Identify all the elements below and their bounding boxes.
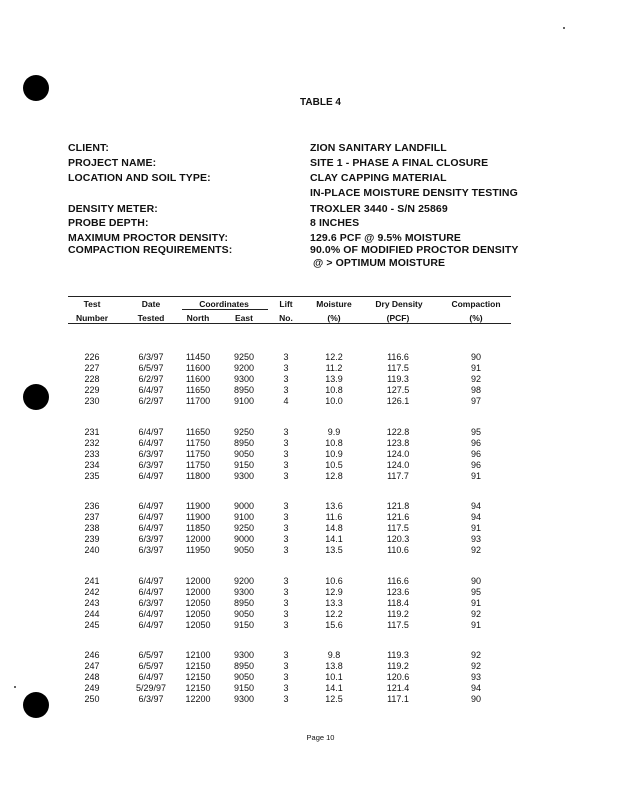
- header-date: Date: [141, 299, 161, 309]
- test-number-cell: 231: [84, 426, 100, 437]
- dry-density-cell: 123.8: [386, 437, 410, 448]
- date-tested-cell: 6/3/97: [138, 534, 164, 545]
- east-coordinate-cell: 9250: [233, 352, 255, 362]
- date-tested-cell: 6/4/97: [138, 619, 164, 630]
- date-tested-cell: 6/4/97: [138, 586, 164, 597]
- header-east: East: [235, 313, 253, 323]
- north-coordinate-cell: 12150: [185, 683, 211, 694]
- lift-number-cell: 3: [283, 608, 289, 619]
- dry-density-cell: 116.6: [387, 352, 409, 362]
- lift-number-cell: 3: [283, 575, 289, 586]
- dry-density-cell: 122.8: [386, 426, 410, 437]
- compaction-cell: 96: [470, 459, 481, 470]
- compaction-cell: 95: [470, 426, 481, 437]
- date-tested-cell: 6/4/97: [138, 672, 164, 683]
- header-dry-density: Dry Density: [375, 299, 423, 309]
- dry-density-cell: 117.5: [387, 523, 409, 534]
- table-row: [0, 694, 641, 705]
- lift-number-cell: 3: [283, 534, 289, 545]
- date-tested-cell: 6/4/97: [138, 608, 164, 619]
- header-dry-density-unit: (PCF): [386, 313, 410, 323]
- table-row: [0, 374, 641, 385]
- lift-number-cell: 3: [283, 448, 289, 459]
- table-row: [0, 512, 641, 523]
- info-value-client: ZION SANITARY LANDFILL: [310, 142, 447, 154]
- table-row: [0, 449, 641, 460]
- moisture-cell: 10.1: [325, 672, 343, 683]
- east-coordinate-cell: 8950: [233, 661, 255, 672]
- table-row: [0, 598, 641, 609]
- header-compaction: Compaction: [451, 299, 501, 309]
- compaction-cell: 91: [470, 363, 481, 374]
- north-coordinate-cell: 11900: [185, 512, 211, 523]
- east-coordinate-cell: 9300: [233, 650, 255, 660]
- header-bottom-rule: [68, 323, 511, 324]
- date-tested-cell: 6/2/97: [138, 396, 164, 407]
- test-number-cell: 228: [84, 374, 100, 385]
- north-coordinate-cell: 12150: [185, 661, 211, 672]
- dry-density-cell: 121.6: [386, 512, 410, 523]
- table-row: [0, 661, 641, 672]
- dry-density-cell: 126.1: [386, 396, 410, 407]
- dry-density-cell: 120.6: [386, 672, 410, 683]
- dry-density-cell: 117.7: [387, 470, 409, 481]
- dry-density-cell: 119.3: [387, 650, 409, 660]
- compaction-cell: 96: [470, 448, 481, 459]
- info-value-moisture-req: @ > OPTIMUM MOISTURE: [313, 257, 446, 269]
- compaction-cell: 94: [470, 501, 481, 511]
- east-coordinate-cell: 9000: [233, 534, 255, 545]
- compaction-cell: 91: [470, 470, 481, 481]
- info-label-max-proctor: MAXIMUM PROCTOR DENSITY:: [68, 232, 229, 244]
- lift-number-cell: 3: [283, 694, 289, 705]
- north-coordinate-cell: 12100: [185, 650, 211, 660]
- info-value-project: SITE 1 - PHASE A FINAL CLOSURE: [310, 157, 489, 169]
- date-tested-cell: 6/3/97: [138, 448, 164, 459]
- page-number: Page 10: [306, 733, 335, 742]
- dry-density-cell: 119.3: [387, 374, 409, 385]
- test-number-cell: 232: [84, 437, 100, 448]
- test-number-cell: 235: [84, 470, 100, 481]
- date-tested-cell: 5/29/97: [135, 683, 167, 694]
- moisture-cell: 13.9: [325, 374, 343, 385]
- date-tested-cell: 6/4/97: [138, 437, 164, 448]
- compaction-cell: 90: [470, 694, 481, 705]
- compaction-cell: 92: [470, 545, 481, 556]
- dry-density-cell: 120.3: [386, 534, 410, 545]
- lift-number-cell: 3: [283, 512, 289, 523]
- date-tested-cell: 6/5/97: [138, 363, 164, 374]
- north-coordinate-cell: 11750: [185, 448, 211, 459]
- lift-number-cell: 3: [283, 545, 289, 556]
- lift-number-cell: 3: [283, 459, 289, 470]
- moisture-cell: 14.8: [325, 523, 343, 534]
- compaction-cell: 94: [470, 683, 481, 694]
- moisture-cell: 12.9: [325, 586, 343, 597]
- compaction-cell: 93: [470, 672, 481, 683]
- test-number-cell: 244: [84, 608, 100, 619]
- table-row: [0, 385, 641, 396]
- north-coordinate-cell: 11600: [185, 374, 211, 385]
- info-value-max-proctor: 129.6 PCF @ 9.5% MOISTURE: [310, 232, 462, 244]
- moisture-cell: 15.6: [325, 619, 343, 630]
- compaction-cell: 91: [470, 619, 481, 630]
- header-moisture-unit: (%): [327, 313, 341, 323]
- header-lift-no: No.: [279, 313, 293, 323]
- moisture-cell: 11.2: [325, 363, 343, 374]
- header-coordinates: Coordinates: [199, 299, 249, 309]
- table-row: [0, 534, 641, 545]
- table-row: [0, 363, 641, 374]
- north-coordinate-cell: 11900: [185, 501, 211, 511]
- dry-density-cell: 124.0: [386, 459, 410, 470]
- dry-density-cell: 110.6: [387, 545, 409, 556]
- east-coordinate-cell: 9300: [233, 694, 255, 705]
- test-number-cell: 234: [84, 459, 100, 470]
- test-number-cell: 249: [84, 683, 100, 694]
- table-row: [0, 471, 641, 482]
- compaction-cell: 91: [470, 523, 481, 534]
- lift-number-cell: 3: [283, 650, 289, 660]
- date-tested-cell: 6/4/97: [138, 523, 164, 534]
- test-number-cell: 250: [84, 694, 100, 705]
- dry-density-cell: 116.6: [387, 575, 409, 586]
- test-number-cell: 246: [84, 650, 100, 660]
- north-coordinate-cell: 11600: [185, 363, 211, 374]
- test-number-cell: 238: [84, 523, 100, 534]
- info-label-density-meter: DENSITY METER:: [68, 203, 158, 215]
- compaction-cell: 92: [470, 661, 481, 672]
- east-coordinate-cell: 9150: [233, 683, 255, 694]
- table-row: [0, 501, 641, 512]
- moisture-cell: 13.8: [325, 661, 343, 672]
- test-number-cell: 227: [84, 363, 100, 374]
- date-tested-cell: 6/4/97: [138, 426, 164, 437]
- east-coordinate-cell: 8950: [233, 385, 255, 396]
- compaction-cell: 97: [470, 396, 481, 407]
- moisture-cell: 10.5: [325, 459, 343, 470]
- dry-density-cell: 117.5: [387, 619, 409, 630]
- test-number-cell: 236: [84, 501, 100, 511]
- east-coordinate-cell: 9300: [233, 374, 255, 385]
- date-tested-cell: 6/4/97: [138, 385, 164, 396]
- moisture-cell: 9.8: [327, 650, 341, 660]
- date-tested-cell: 6/3/97: [138, 694, 164, 705]
- dry-density-cell: 117.1: [387, 694, 409, 705]
- north-coordinate-cell: 11850: [185, 523, 211, 534]
- east-coordinate-cell: 9250: [233, 523, 255, 534]
- table-row: [0, 609, 641, 620]
- moisture-cell: 12.2: [325, 608, 343, 619]
- table-title: TABLE 4: [300, 97, 341, 108]
- test-number-cell: 230: [84, 396, 100, 407]
- test-number-cell: 226: [84, 352, 100, 362]
- moisture-cell: 12.2: [325, 352, 343, 362]
- lift-number-cell: 3: [283, 352, 289, 362]
- lift-number-cell: 3: [283, 523, 289, 534]
- date-tested-cell: 6/4/97: [138, 512, 164, 523]
- test-number-cell: 239: [84, 534, 100, 545]
- info-label-compaction-req: COMPACTION REQUIREMENTS:: [68, 244, 233, 256]
- north-coordinate-cell: 12050: [185, 608, 211, 619]
- moisture-cell: 10.9: [325, 448, 343, 459]
- compaction-cell: 95: [470, 586, 481, 597]
- moisture-cell: 12.8: [325, 470, 343, 481]
- moisture-cell: 11.6: [325, 512, 343, 523]
- table-row: [0, 545, 641, 556]
- compaction-cell: 93: [470, 534, 481, 545]
- table-row: [0, 683, 641, 694]
- compaction-cell: 96: [470, 437, 481, 448]
- table-row: [0, 587, 641, 598]
- date-tested-cell: 6/4/97: [138, 470, 164, 481]
- info-value-probe-depth: 8 INCHES: [310, 217, 360, 229]
- moisture-cell: 13.3: [325, 597, 343, 608]
- moisture-cell: 13.5: [325, 545, 343, 556]
- east-coordinate-cell: 8950: [233, 597, 255, 608]
- test-number-cell: 237: [84, 512, 100, 523]
- moisture-cell: 12.5: [325, 694, 343, 705]
- lift-number-cell: 3: [283, 501, 289, 511]
- test-number-cell: 247: [84, 661, 100, 672]
- info-value-density-meter: TROXLER 3440 - S/N 25869: [310, 203, 448, 215]
- header-north: North: [186, 313, 210, 323]
- lift-number-cell: 3: [283, 661, 289, 672]
- compaction-cell: 92: [470, 374, 481, 385]
- east-coordinate-cell: 8950: [233, 437, 255, 448]
- coordinates-rule: [182, 309, 268, 310]
- compaction-cell: 92: [470, 650, 481, 660]
- moisture-cell: 14.1: [325, 534, 343, 545]
- test-number-cell: 229: [84, 385, 100, 396]
- test-number-cell: 233: [84, 448, 100, 459]
- table-row: [0, 672, 641, 683]
- test-number-cell: 245: [84, 619, 100, 630]
- east-coordinate-cell: 9050: [233, 672, 255, 683]
- date-tested-cell: 6/3/97: [138, 459, 164, 470]
- date-tested-cell: 6/2/97: [138, 374, 164, 385]
- lift-number-cell: 3: [283, 619, 289, 630]
- dry-density-cell: 119.2: [387, 608, 409, 619]
- date-tested-cell: 6/4/97: [138, 501, 164, 511]
- header-lift: Lift: [279, 299, 293, 309]
- dry-density-cell: 121.4: [386, 683, 410, 694]
- test-number-cell: 241: [84, 575, 100, 586]
- header-test: Test: [83, 299, 101, 309]
- lift-number-cell: 3: [283, 426, 289, 437]
- info-value-testing: IN-PLACE MOISTURE DENSITY TESTING: [310, 187, 518, 199]
- info-value-compaction-req: 90.0% OF MODIFIED PROCTOR DENSITY: [310, 244, 519, 256]
- north-coordinate-cell: 11950: [185, 545, 211, 556]
- north-coordinate-cell: 12050: [185, 619, 211, 630]
- date-tested-cell: 6/5/97: [138, 661, 164, 672]
- compaction-cell: 90: [470, 575, 481, 586]
- lift-number-cell: 3: [283, 672, 289, 683]
- lift-number-cell: 4: [283, 396, 289, 407]
- east-coordinate-cell: 9200: [233, 575, 255, 586]
- compaction-cell: 90: [470, 352, 481, 362]
- lift-number-cell: 3: [283, 597, 289, 608]
- compaction-cell: 91: [470, 597, 481, 608]
- date-tested-cell: 6/3/97: [138, 545, 164, 556]
- east-coordinate-cell: 9050: [233, 545, 255, 556]
- date-tested-cell: 6/5/97: [138, 650, 164, 660]
- table-row: [0, 523, 641, 534]
- north-coordinate-cell: 11800: [185, 470, 211, 481]
- dry-density-cell: 121.8: [386, 501, 410, 511]
- table-row: [0, 438, 641, 449]
- test-number-cell: 248: [84, 672, 100, 683]
- lift-number-cell: 3: [283, 683, 289, 694]
- compaction-cell: 92: [470, 608, 481, 619]
- dry-density-cell: 127.5: [386, 385, 410, 396]
- dry-density-cell: 117.5: [387, 363, 409, 374]
- east-coordinate-cell: 9300: [233, 586, 255, 597]
- date-tested-cell: 6/4/97: [138, 575, 164, 586]
- header-number: Number: [75, 313, 109, 323]
- test-number-cell: 240: [84, 545, 100, 556]
- moisture-cell: 10.0: [325, 396, 343, 407]
- table-row: [0, 352, 641, 363]
- header-top-rule: [68, 296, 511, 297]
- info-label-client: CLIENT:: [68, 142, 109, 154]
- north-coordinate-cell: 11700: [185, 396, 211, 407]
- moisture-cell: 10.8: [325, 385, 343, 396]
- north-coordinate-cell: 11650: [185, 426, 211, 437]
- north-coordinate-cell: 12000: [185, 575, 211, 586]
- date-tested-cell: 6/3/97: [138, 352, 164, 362]
- scan-speck: [563, 27, 565, 29]
- header-compaction-unit: (%): [469, 313, 483, 323]
- table-row: [0, 620, 641, 631]
- north-coordinate-cell: 11650: [185, 385, 211, 396]
- dry-density-cell: 118.4: [387, 597, 409, 608]
- east-coordinate-cell: 9300: [233, 470, 255, 481]
- moisture-cell: 14.1: [325, 683, 343, 694]
- north-coordinate-cell: 12050: [185, 597, 211, 608]
- dry-density-cell: 123.6: [386, 586, 410, 597]
- east-coordinate-cell: 9050: [233, 608, 255, 619]
- lift-number-cell: 3: [283, 437, 289, 448]
- east-coordinate-cell: 9100: [233, 396, 255, 407]
- east-coordinate-cell: 9250: [233, 426, 255, 437]
- north-coordinate-cell: 12150: [185, 672, 211, 683]
- north-coordinate-cell: 12000: [185, 534, 211, 545]
- north-coordinate-cell: 11450: [185, 352, 211, 362]
- east-coordinate-cell: 9200: [233, 363, 255, 374]
- info-value-location: CLAY CAPPING MATERIAL: [310, 172, 447, 184]
- east-coordinate-cell: 9150: [233, 619, 255, 630]
- east-coordinate-cell: 9150: [233, 459, 255, 470]
- table-row: [0, 396, 641, 407]
- table-row: [0, 460, 641, 471]
- date-tested-cell: 6/3/97: [138, 597, 164, 608]
- north-coordinate-cell: 11750: [185, 437, 211, 448]
- info-label-project: PROJECT NAME:: [68, 157, 157, 169]
- lift-number-cell: 3: [283, 470, 289, 481]
- compaction-cell: 94: [470, 512, 481, 523]
- info-label-probe-depth: PROBE DEPTH:: [68, 217, 149, 229]
- header-moisture: Moisture: [316, 299, 352, 309]
- table-row: [0, 427, 641, 438]
- north-coordinate-cell: 11750: [185, 459, 211, 470]
- lift-number-cell: 3: [283, 385, 289, 396]
- moisture-cell: 9.9: [327, 426, 341, 437]
- test-number-cell: 242: [84, 586, 100, 597]
- moisture-cell: 10.6: [325, 575, 343, 586]
- east-coordinate-cell: 9000: [233, 501, 255, 511]
- north-coordinate-cell: 12200: [185, 694, 211, 705]
- test-number-cell: 243: [84, 597, 100, 608]
- header-tested: Tested: [137, 313, 165, 323]
- east-coordinate-cell: 9100: [233, 512, 255, 523]
- dry-density-cell: 124.0: [386, 448, 410, 459]
- north-coordinate-cell: 12000: [185, 586, 211, 597]
- table-row: [0, 576, 641, 587]
- table-row: [0, 650, 641, 661]
- lift-number-cell: 3: [283, 586, 289, 597]
- info-label-location: LOCATION AND SOIL TYPE:: [68, 172, 211, 184]
- moisture-cell: 13.6: [325, 501, 343, 511]
- lift-number-cell: 3: [283, 363, 289, 374]
- compaction-cell: 98: [470, 385, 481, 396]
- lift-number-cell: 3: [283, 374, 289, 385]
- east-coordinate-cell: 9050: [233, 448, 255, 459]
- moisture-cell: 10.8: [325, 437, 343, 448]
- dry-density-cell: 119.2: [387, 661, 409, 672]
